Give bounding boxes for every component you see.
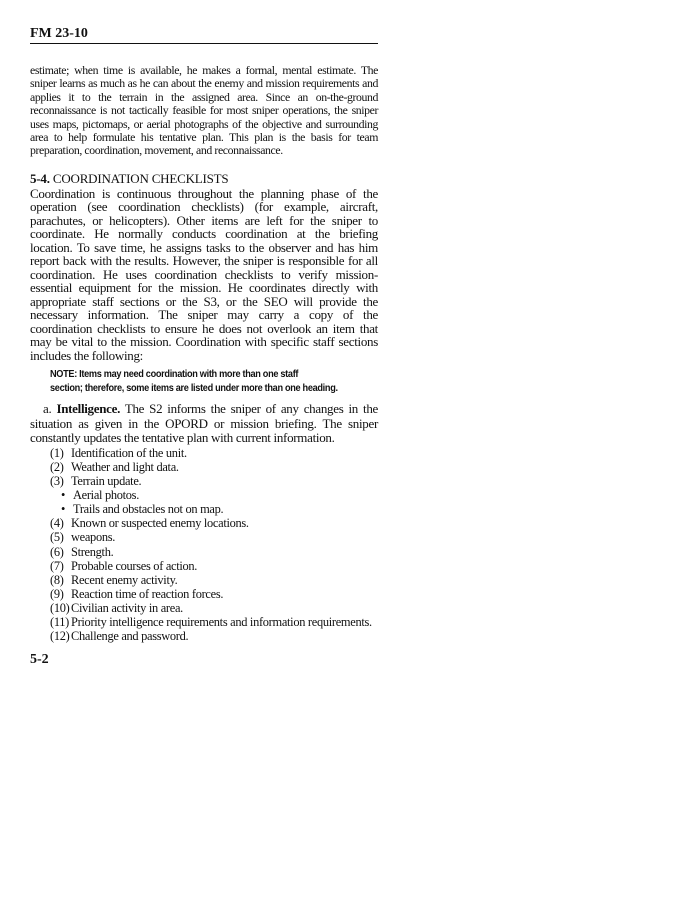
item-text: Strength.: [71, 544, 114, 559]
section-title: COORDINATION CHECKLISTS: [52, 170, 229, 186]
page-number: 5-2: [30, 652, 49, 667]
item-text: Challenge and password.: [71, 629, 189, 644]
item-text: Terrain update.: [71, 474, 142, 489]
list-item: [30, 446, 378, 460]
list-item: [30, 559, 378, 573]
item-text: Reaction time of reaction forces.: [71, 586, 224, 601]
intelligence-text: The S2 informs the sniper of any changes in the situation as given in the OPORD or mission briefing. The sniper constantly updates the tentative plan with current information.: [30, 401, 378, 446]
list-item: [30, 516, 378, 530]
sub-list-item: [30, 502, 378, 516]
item-label: (9): [50, 586, 64, 601]
item-label: (10): [50, 600, 70, 615]
item-label: (6): [50, 544, 64, 559]
list-item: [30, 573, 378, 587]
list-item: [30, 601, 378, 615]
intelligence-paragraph: [30, 402, 378, 446]
item-text: Probable courses of action.: [71, 558, 198, 573]
note-line-2: section; therefore, some items are listed under more than one heading.: [50, 383, 338, 395]
list-item: [30, 587, 378, 601]
item-label: (5): [50, 530, 64, 545]
bullet-marker: •: [61, 488, 66, 503]
list-item: [30, 545, 378, 559]
intelligence-prefix: a.: [43, 401, 57, 417]
list-item: [30, 474, 378, 488]
item-label: (2): [50, 459, 64, 474]
intro-paragraph: estimate; when time is available, he makes a formal, mental estimate. The sniper learns as much as he can about the enemy and mission requirements and applies it to the terrain in the assigned area. Since an on-the-ground reconnaissance is not tactically feasible for most sniper operations, the sniper uses maps, pictomaps, or aerial photographs of the objective and surrounding area to help formulate his tentative plan. This plan is the basis for team preparation, coordination, movement, and reconnaissance.: [30, 63, 378, 158]
item-text: Identification of the unit.: [71, 445, 187, 460]
item-text: Trails and obstacles not on map.: [73, 502, 224, 517]
list-item: [30, 615, 378, 629]
item-label: (8): [50, 572, 64, 587]
item-label: (1): [50, 445, 64, 460]
list-item: [30, 460, 378, 474]
list-item: [30, 629, 378, 643]
section-heading: [30, 171, 378, 186]
item-text: weapons.: [71, 530, 116, 545]
bullet-marker: •: [61, 502, 66, 517]
sub-list-item: [30, 488, 378, 502]
page-header: [30, 26, 378, 44]
manual-title: FM 23-10: [30, 26, 88, 41]
item-label: (11): [50, 614, 69, 629]
item-text: Priority intelligence requirements and information requirements.: [71, 614, 372, 629]
note-line-1: NOTE: Items may need coordination with more than one staff: [50, 369, 299, 381]
section-number: 5-4.: [30, 170, 50, 186]
section-body: Coordination is continuous throughout the planning phase of the operation (see coordination checklists) (for example, aircraft, parachutes, or helicopters). Other items are left for the sniper to coordinate. He normally conducts coordination at the briefing location. To save time, he assigns tasks to the observer and has him report back with the results. However, the sniper is responsible for all coordination. He uses coordination checklists to verify mission-essential equipment for the mission. He coordinates directly with appropriate staff sections or the S3, or the SEO will provide the necessary information. The sniper may carry a copy of the coordination checklists to ensure he does not overlook an item that may be vital to the mission. Coordination with specific staff sections includes the following:: [30, 185, 378, 363]
intelligence-list: [30, 446, 378, 643]
note-block: [50, 368, 374, 396]
item-text: Recent enemy activity.: [71, 572, 178, 587]
list-item: [30, 530, 378, 544]
item-text: Weather and light data.: [71, 459, 179, 474]
item-label: (3): [50, 474, 64, 489]
item-text: Known or suspected enemy locations.: [71, 516, 249, 531]
item-label: (12): [50, 629, 70, 644]
page-content: [30, 64, 378, 643]
item-text: Aerial photos.: [73, 488, 139, 503]
item-label: (4): [50, 516, 64, 531]
intelligence-heading: Intelligence.: [56, 401, 121, 417]
item-label: (7): [50, 558, 64, 573]
item-text: Civilian activity in area.: [71, 600, 183, 615]
